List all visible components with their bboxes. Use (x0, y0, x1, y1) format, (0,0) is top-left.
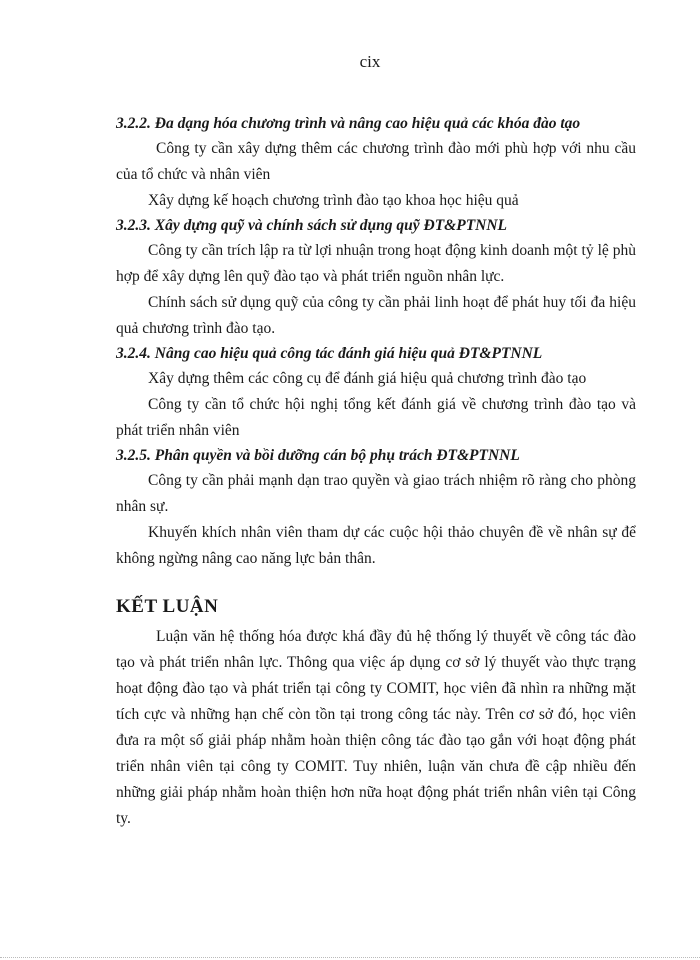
section-3-2-2 (116, 112, 636, 214)
section-heading: 3.2.3. Xây dựng quỹ và chính sách sử dụng quỹ ĐT&PTNNL (116, 217, 508, 234)
section-heading: 3.2.5. Phân quyền và bồi dưỡng cán bộ phụ trách ĐT&PTNNL (116, 447, 520, 464)
section-paragraph: Công ty cần xây dựng thêm các chương trình đào mới phù hợp với nhu cầu của tổ chức và nhân viên (116, 140, 636, 183)
section-3-2-3 (116, 214, 636, 342)
page-number: cix (359, 52, 381, 71)
section-paragraph: Khuyến khích nhân viên tham dự các cuộc hội thảo chuyên đề về nhân sự để không ngừng nâng cao năng lực bản thân. (116, 524, 636, 567)
section-paragraph: Công ty cần phải mạnh dạn trao quyền và giao trách nhiệm rõ ràng cho phòng nhân sự. (116, 472, 636, 515)
section-paragraph: Công ty cần trích lập ra từ lợi nhuận trong hoạt động kinh doanh một tỷ lệ phù hợp để xây dựng lên quỹ đào tạo và phát triển nguồn nhân lực. (116, 242, 636, 285)
page-bottom-border (0, 957, 700, 958)
conclusion-paragraph: Luận văn hệ thống hóa được khá đầy đủ hệ thống lý thuyết về công tác đào tạo và phát triển nhân lực. Thông qua việc áp dụng cơ sở lý thuyết vào thực trạng hoạt động đào tạo và phát triển tại công ty COMIT, học viên đã nhìn ra những mặt tích cực và những hạn chế còn tồn tại trong công tác này. Trên cơ sở đó, học viên đưa ra một số giải pháp nhằm hoàn thiện công tác đào tạo gắn với hoạt động phát triển nhân viên tại công ty COMIT. Tuy nhiên, luận văn chưa đề cập nhiều đến những giải pháp nhằm hoàn thiện hơn nữa hoạt động phát triển nhân viên tại Công ty. (116, 628, 636, 827)
section-paragraph: Xây dựng thêm các công cụ để đánh giá hiệu quả chương trình đào tạo (148, 370, 587, 387)
section-paragraph: Công ty cần tổ chức hội nghị tổng kết đánh giá về chương trình đào tạo và phát triển nhân viên (116, 396, 636, 439)
section-heading: 3.2.2. Đa dạng hóa chương trình và nâng cao hiệu quả các khóa đào tạo (116, 115, 581, 132)
section-3-2-5 (116, 444, 636, 572)
section-3-2-4 (116, 342, 636, 444)
conclusion-title: KẾT LUẬN (116, 596, 219, 617)
section-paragraph: Chính sách sử dụng quỹ của công ty cần phải linh hoạt để phát huy tối đa hiệu quả chương trình đào tạo. (116, 294, 636, 337)
page-content (116, 112, 636, 832)
section-heading: 3.2.4. Nâng cao hiệu quả công tác đánh giá hiệu quả ĐT&PTNNL (116, 345, 543, 362)
section-paragraph: Xây dựng kế hoạch chương trình đào tạo khoa học hiệu quả (148, 192, 519, 209)
